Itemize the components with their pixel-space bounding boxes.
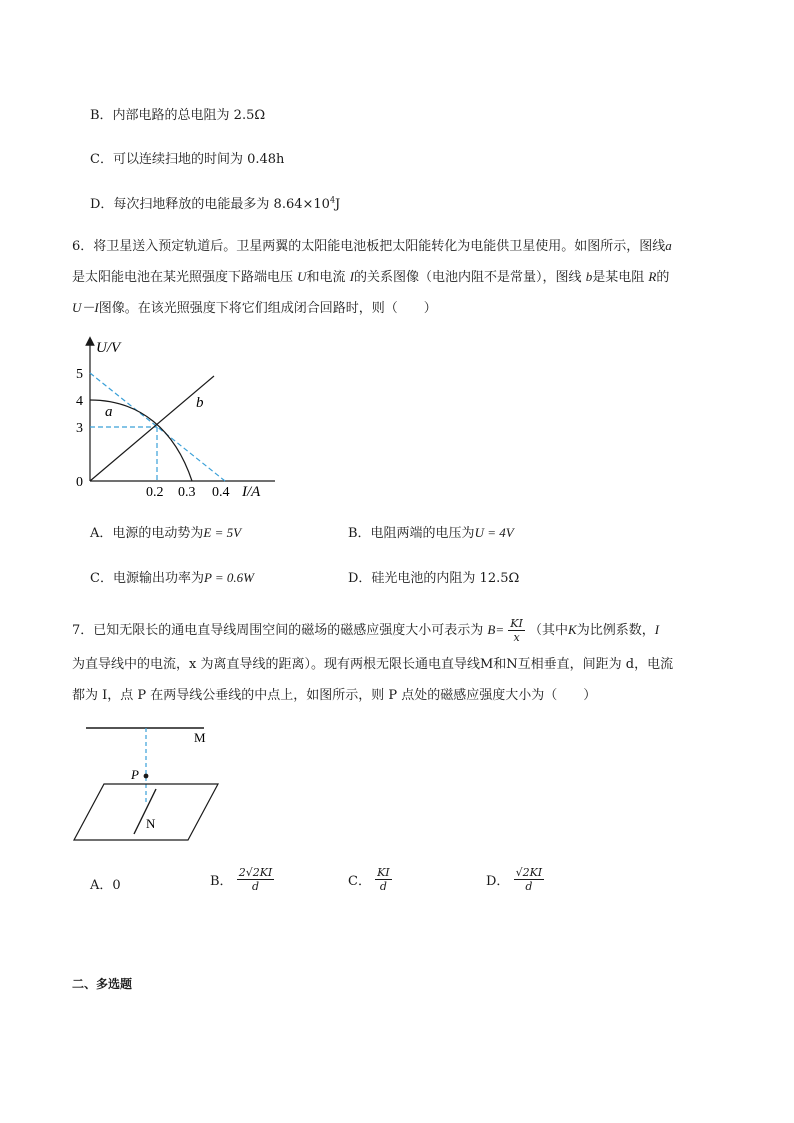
q6-text: 6．将卫星送入预定轨道后。卫星两翼的太阳能电池板把太阳能转化为电能供卫星使用。如图所示，图线 — [72, 239, 666, 254]
x-axis-label: I/A — [242, 484, 261, 500]
q7-formula-lhs: B= — [487, 622, 505, 637]
q5-option-c: C．可以连续扫地的时间为 0.48h — [90, 152, 285, 167]
q7-var-k: K — [568, 622, 577, 637]
q7-stem-line3: 都为 I，点 P 在两导线公垂线的中点上，如图所示，则 P 点处的磁感应强度大小为（ ） — [72, 688, 597, 703]
x-tick-04: 0.4 — [212, 485, 230, 500]
q6-text: 和电流 — [306, 270, 346, 285]
q7-option-d — [486, 866, 544, 893]
q6-stem-line3 — [72, 298, 732, 319]
q6-option-d: D．硅光电池的内阻为 12.5Ω — [348, 571, 520, 586]
q5-option-d-text: D．每次扫地释放的电能最多为 8.64×10 — [90, 197, 330, 212]
q6-stem-line1 — [72, 236, 732, 257]
label-n: N — [146, 816, 156, 831]
q7-option-b-label: B． — [210, 874, 233, 889]
q7-option-d-denominator: d — [525, 880, 533, 893]
line-b-label: b — [196, 395, 204, 411]
q6-stem-line2 — [72, 267, 732, 288]
x-tick-02: 0.2 — [146, 485, 164, 500]
q7-wire-figure — [70, 722, 230, 847]
y-tick-4: 4 — [76, 394, 83, 409]
q7-option-d-label: D． — [486, 874, 510, 889]
q7-option-b — [210, 866, 274, 893]
q7-option-b-fraction — [237, 866, 275, 893]
q6-ui-graph — [70, 335, 290, 505]
q6-option-b-text: B．电阻两端的电压为 — [348, 526, 475, 541]
point-p — [144, 774, 149, 779]
q6-var-r: R — [648, 269, 657, 284]
q6-text: 是某电阻 — [592, 270, 645, 285]
q7-formula-denominator: x — [513, 631, 520, 644]
q7-option-c-denominator: d — [379, 880, 387, 893]
q7-formula-numerator: KI — [510, 617, 523, 630]
y-tick-5: 5 — [76, 367, 83, 382]
q6-var-i: I — [349, 269, 355, 284]
q7-text: 为比例系数， — [576, 623, 655, 638]
q6-option-b — [348, 522, 514, 541]
q6-option-c — [90, 567, 254, 586]
q5-option-d-exponent: 4 — [329, 195, 336, 205]
origin-label: 0 — [76, 475, 83, 490]
q7-option-c-label: C． — [348, 874, 371, 889]
q7-option-c-numerator: KI — [377, 866, 390, 879]
q6-var-b: b — [585, 269, 593, 284]
q7-option-d-fraction — [514, 866, 545, 893]
q6-option-c-text: C．电源输出功率为 — [90, 571, 204, 586]
q6-text: 图像。在该光照强度下将它们组成闭合回路时，则（ ） — [98, 301, 437, 316]
y-axis-label: U/V — [96, 340, 121, 356]
q7-option-b-denominator: d — [251, 880, 260, 893]
q6-option-c-math: P = 0.6W — [203, 570, 255, 585]
section-heading-multiple-choice: 二、多选题 — [72, 977, 133, 991]
q5-option-d — [90, 193, 340, 212]
q6-text: 的 — [656, 270, 670, 285]
line-b — [90, 376, 214, 481]
q7-option-a: A．0 — [90, 878, 121, 893]
q6-var-a: a — [665, 238, 672, 253]
y-tick-3: 3 — [76, 421, 83, 436]
q6-text: 的关系图像（电池内阻不是常量），图线 — [354, 270, 582, 285]
q6-option-a — [90, 522, 241, 541]
label-m: M — [194, 730, 206, 745]
q5-option-b: B．内部电路的总电阻为 2.5Ω — [90, 108, 266, 123]
q7-text: （其中 — [529, 623, 569, 638]
q7-var-i: I — [654, 622, 660, 637]
q7-stem-line1 — [72, 617, 732, 644]
q6-option-b-math: U = 4V — [474, 525, 514, 540]
q7-option-c — [348, 866, 392, 893]
q7-text: 7．已知无限长的通电直导线周围空间的磁场的磁感应强度大小可表示为 — [72, 623, 484, 638]
curve-a-label: a — [105, 404, 113, 420]
q6-var-ui: U－I — [72, 300, 99, 315]
q7-option-b-numerator: 2√2KI — [238, 866, 273, 879]
label-p: P — [131, 767, 139, 782]
q7-formula-fraction — [508, 617, 525, 644]
q6-option-a-math: E = 5V — [203, 525, 242, 540]
q6-option-a-text: A．电源的电动势为 — [90, 526, 204, 541]
q5-option-d-unit: J — [335, 197, 341, 212]
q7-stem-line2: 为直导线中的电流，x 为离直导线的距离）。现有两根无限长通电直导线M和N互相垂直，间距为 d，电流 — [72, 657, 674, 672]
q6-text: 是太阳能电池在某光照强度下路端电压 — [72, 270, 294, 285]
q6-var-u: U — [297, 269, 307, 284]
q7-option-d-numerator: √2KI — [515, 866, 543, 879]
q7-option-c-fraction — [375, 866, 392, 893]
x-tick-03: 0.3 — [178, 485, 196, 500]
